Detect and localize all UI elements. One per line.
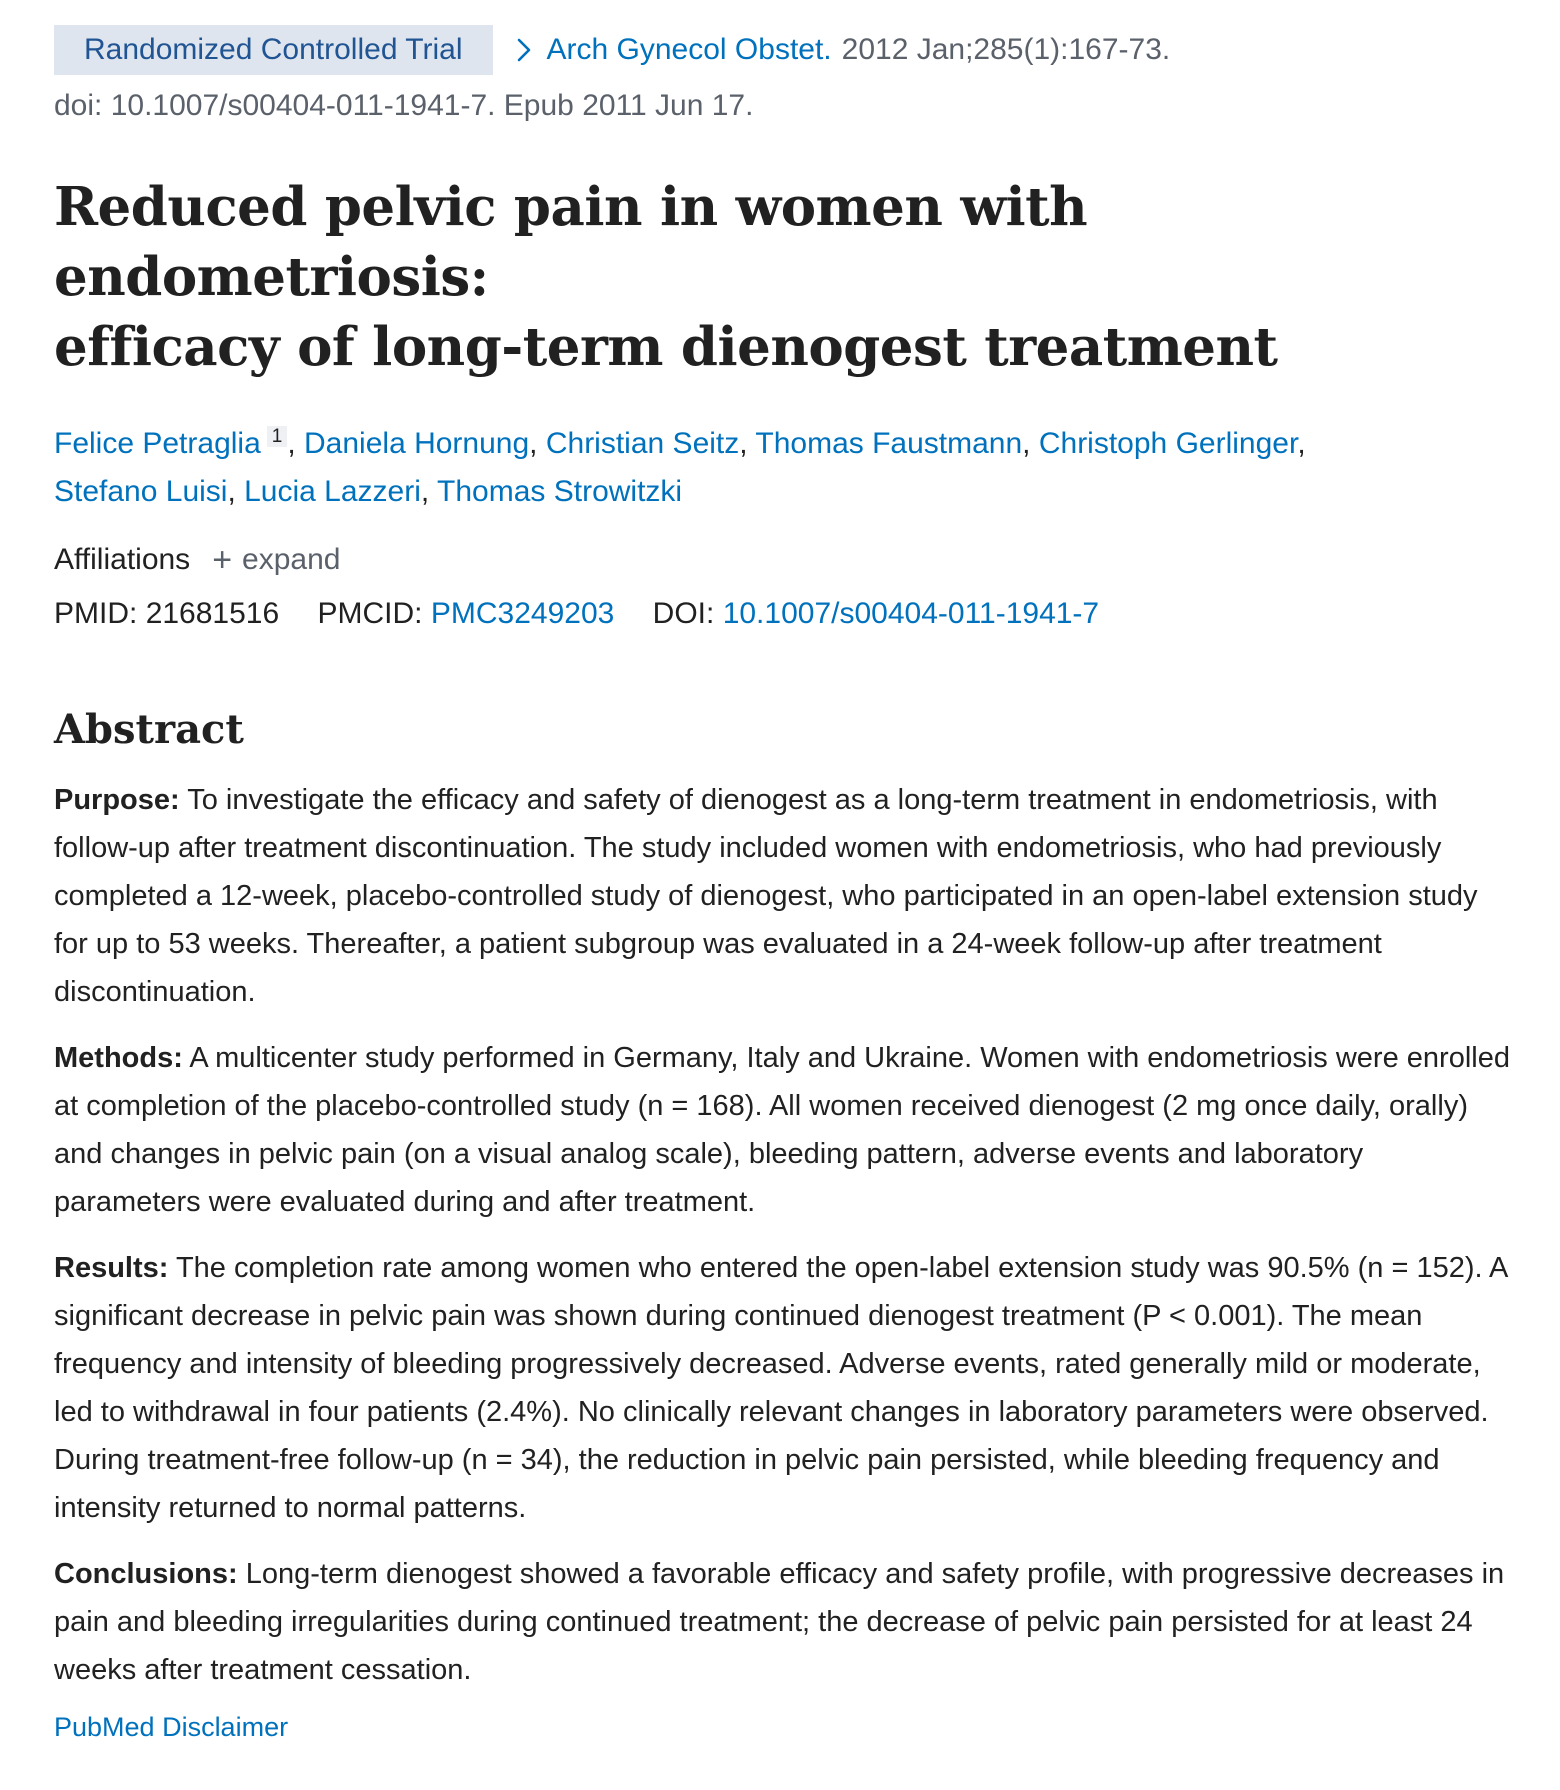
identifiers-row [54,592,1506,636]
doi-label: DOI: [652,597,715,630]
pmid-value: 21681516 [145,597,280,630]
author-link[interactable]: Thomas Strowitzki [437,475,683,508]
affiliations-row [54,538,1506,582]
section-text: To investigate the efficacy and safety of dienogest as a long-term treatment in endometriosis, with follow-up after treatment discontinuation. The study included women with endometriosis, who had previously completed a 12-week, placebo-controlled study of dienogest, who participated in an open-label extension study for up to 53 weeks. Thereafter, a patient subgroup was evaluated in a 24-week follow-up after treatment discontinuation. [54,784,1478,1008]
article-title-line-2: efficacy of long-term dienogest treatment [54,316,1278,378]
article-title-line-1: Reduced pelvic pain in women with endometriosis: [54,176,1088,308]
pubmed-disclaimer-link[interactable]: PubMed Disclaimer [54,1712,289,1742]
affiliation-marker[interactable]: 1 [267,426,288,447]
abstract-conclusions [54,1550,1514,1694]
author-link[interactable]: Thomas Faustmann [755,427,1023,460]
abstract-purpose [54,776,1514,1016]
author-link[interactable]: Stefano Luisi [54,475,228,508]
plus-icon: + [212,541,233,579]
section-label: Methods: [54,1042,183,1074]
abstract-methods [54,1034,1514,1226]
affiliations-label: Affiliations [54,543,191,576]
pmid-label: PMID: [54,597,138,630]
section-label: Conclusions: [54,1558,238,1590]
author-link[interactable]: Lucia Lazzeri [244,475,421,508]
author-list: Felice Petraglia $^1$ , Daniela Hornung, Christian Seitz, Thomas Faustmann, Christoph Gerlinger, Stefano Luisi, Lucia Lazzeri, Thomas Strowitzki [54,426,1306,508]
doi-link[interactable]: 10.1007/s00404-011-1941-7 [722,597,1100,630]
author-link[interactable]: Christoph Gerlinger [1038,427,1298,460]
section-text: A multicenter study performed in Germany, Italy and Ukraine. Women with endometriosis were enrolled at completion of the placebo-controlled study (n = 168). All women received dienogest (2 mg once daily, orally) and changes in pelvic pain (on a visual analog scale), bleeding pattern, adverse events and laboratory parameters were evaluated during and after treatment. [54,1042,1510,1218]
article-title [54,172,1506,382]
author-link[interactable]: Christian Seitz [545,427,740,460]
author-link[interactable]: Daniela Hornung [304,427,530,460]
citation-header [54,24,1506,76]
section-label: Purpose: [54,784,180,816]
affiliations-expand-button[interactable] [212,538,340,582]
abstract-results [54,1244,1514,1532]
section-text: The completion rate among women who entered the open-label extension study was 90.5% (n = 152). A significant decrease in pelvic pain was shown during continued dienogest treatment (P < 0.001). The mean frequency and intensity of bleeding progressively decreased. Adverse events, rated generally mild or moderate, led to withdrawal in four patients (2.4%). No clinically relevant changes in laboratory parameters were observed. During treatment-free follow-up (n = 34), the reduction in pelvic pain persisted, while bleeding frequency and intensity returned to normal patterns. [54,1252,1507,1524]
pmcid-link[interactable]: PMC3249203 [430,597,615,630]
author-link[interactable]: Felice Petraglia [54,427,261,460]
citation-details: 2012 Jan;285(1):167-73. [841,33,1171,66]
section-text: Long-term dienogest showed a favorable efficacy and safety profile, with progressive decreases in pain and bleeding irregularities during continued treatment; the decrease of pelvic pain persisted for at least 24 weeks after treatment cessation. [54,1558,1505,1686]
section-label: Results: [54,1252,169,1284]
abstract-heading: Abstract [54,706,244,753]
expand-label: expand [242,543,341,576]
pmcid-label: PMCID: [317,597,423,630]
chevron-right-icon [515,37,533,63]
journal-link[interactable]: Arch Gynecol Obstet. [546,33,832,66]
doi-epub-line: doi: 10.1007/s00404-011-1941-7. Epub 2011 Jun 17. [54,89,754,122]
publication-type-badge: Randomized Controlled Trial [54,25,493,75]
